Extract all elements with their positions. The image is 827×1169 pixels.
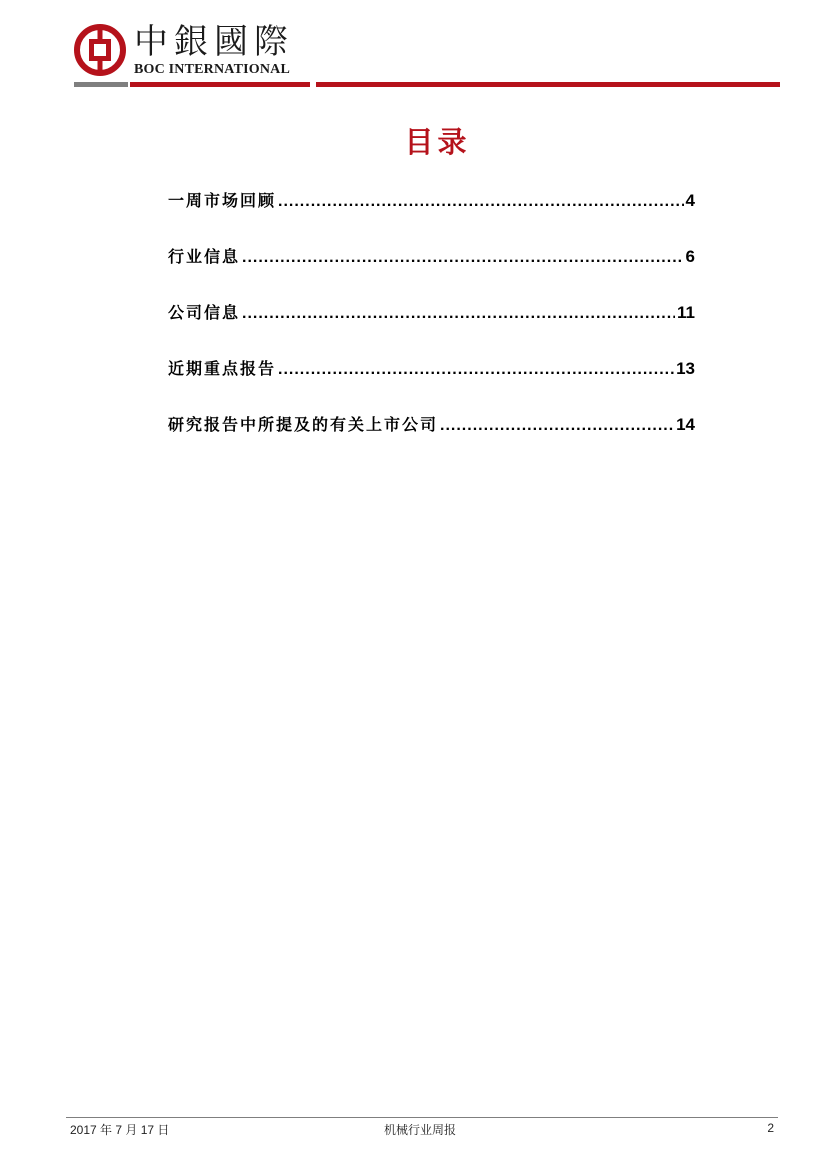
footer-page-number: 2 xyxy=(767,1121,774,1135)
toc-entry-listed-companies[interactable] xyxy=(168,412,695,468)
footer-date: 2017 年 7 月 17 日 xyxy=(70,1123,170,1137)
toc-leader-dots xyxy=(440,417,674,435)
toc-entry-recent-reports[interactable] xyxy=(168,356,695,412)
boc-coin-emblem-icon xyxy=(74,24,126,76)
header-rule-red-short xyxy=(130,82,310,87)
footer-rule xyxy=(66,1117,778,1118)
footer-report-name: 机械行业周报 xyxy=(383,1123,456,1137)
header-rule-red-long xyxy=(316,82,780,87)
boc-logo xyxy=(74,24,314,80)
toc-entry-label: 公司信息 xyxy=(168,303,241,322)
page-title: 目录 xyxy=(404,125,471,159)
toc-leader-dots xyxy=(242,249,684,267)
toc-entry-page: 13 xyxy=(676,359,695,378)
toc-entry-market-review[interactable] xyxy=(168,188,695,244)
toc-leader-dots xyxy=(278,361,674,379)
toc-leader-dots xyxy=(278,193,684,211)
toc-entry-label: 一周市场回顾 xyxy=(168,191,277,210)
toc-entry-company-info[interactable] xyxy=(168,300,695,356)
toc-entry-label: 行业信息 xyxy=(168,247,241,266)
toc-entry-label: 研究报告中所提及的有关上市公司 xyxy=(168,415,439,434)
toc-entry-label: 近期重点报告 xyxy=(168,359,277,378)
toc-entry-page: 14 xyxy=(676,415,695,434)
logo-chinese-name: 中銀國際 xyxy=(134,22,294,62)
toc-entry-page: 11 xyxy=(677,303,695,322)
table-of-contents xyxy=(168,188,695,468)
toc-entry-page: 6 xyxy=(685,247,695,266)
header-rule-gray xyxy=(74,82,128,87)
logo-english-name: BOC INTERNATIONAL xyxy=(134,62,290,77)
toc-entry-industry-info[interactable] xyxy=(168,244,695,300)
toc-leader-dots xyxy=(242,305,675,323)
toc-entry-page: 4 xyxy=(685,191,695,210)
page-footer xyxy=(70,1121,774,1139)
